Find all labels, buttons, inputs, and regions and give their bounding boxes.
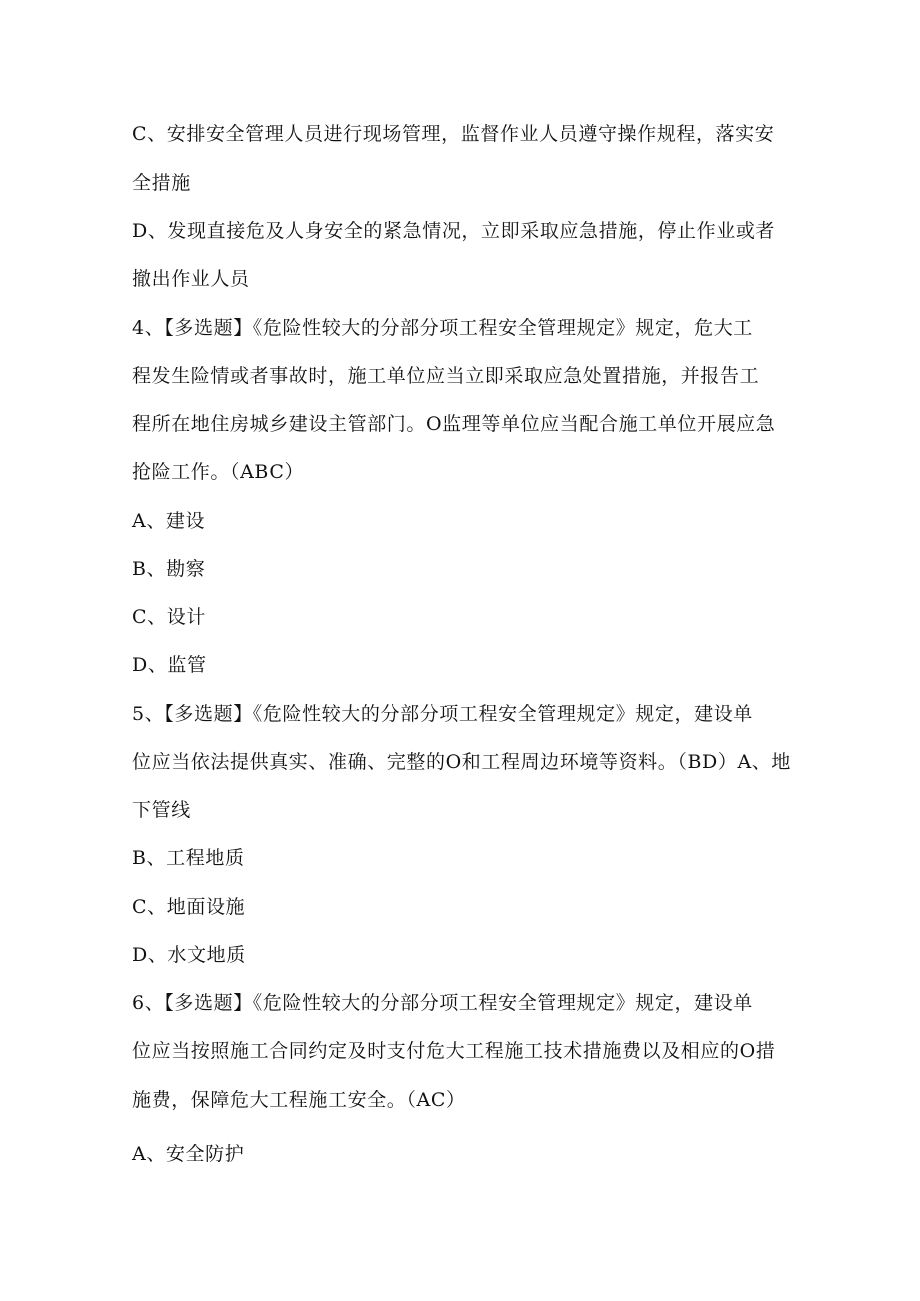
- question-4-option-c: C、设计: [132, 606, 206, 628]
- question-5-option-d: D、水文地质: [132, 944, 246, 966]
- option-d-line-2: 撤出作业人员: [132, 268, 250, 290]
- question-4-option-a: A、建设: [132, 510, 206, 532]
- question-4-option-b: B、勘察: [132, 558, 206, 580]
- question-5-option-c: C、地面设施: [132, 896, 246, 918]
- question-5-line-1: 5、【多选题】《危险性较大的分部分项工程安全管理规定》规定，建设单: [132, 703, 753, 725]
- question-6-line-1: 6、【多选题】《危险性较大的分部分项工程安全管理规定》规定，建设单: [132, 992, 753, 1014]
- option-d-line-1: D、发现直接危及人身安全的紧急情况，立即采取应急措施，停止作业或者: [132, 220, 776, 242]
- question-4-option-d: D、监管: [132, 654, 207, 676]
- option-c-line-2: 全措施: [132, 172, 191, 194]
- question-5-option-b: B、工程地质: [132, 847, 245, 869]
- question-6-line-3: 施费，保障危大工程施工安全。（AC）: [132, 1089, 466, 1111]
- question-6-line-2: 位应当按照施工合同约定及时支付危大工程施工技术措施费以及相应的O措: [132, 1040, 776, 1062]
- question-4-line-2: 程发生险情或者事故时，施工单位应当立即采取应急处置措施，并报告工: [132, 365, 760, 387]
- question-6-option-a: A、安全防护: [132, 1143, 245, 1165]
- option-c-line-1: C、安排安全管理人员进行现场管理，监督作业人员遵守操作规程，落实安: [132, 123, 775, 145]
- question-4-line-4: 抢险工作。（ABC）: [132, 461, 305, 483]
- question-5-line-2: 位应当依法提供真实、准确、完整的O和工程周边环境等资料。（BD）A、地: [132, 751, 791, 773]
- question-4-line-3: 程所在地住房城乡建设主管部门。O监理等单位应当配合施工单位开展应急: [132, 413, 776, 435]
- question-4-line-1: 4、【多选题】《危险性较大的分部分项工程安全管理规定》规定，危大工: [132, 317, 753, 339]
- question-5-line-3: 下管线: [132, 799, 191, 821]
